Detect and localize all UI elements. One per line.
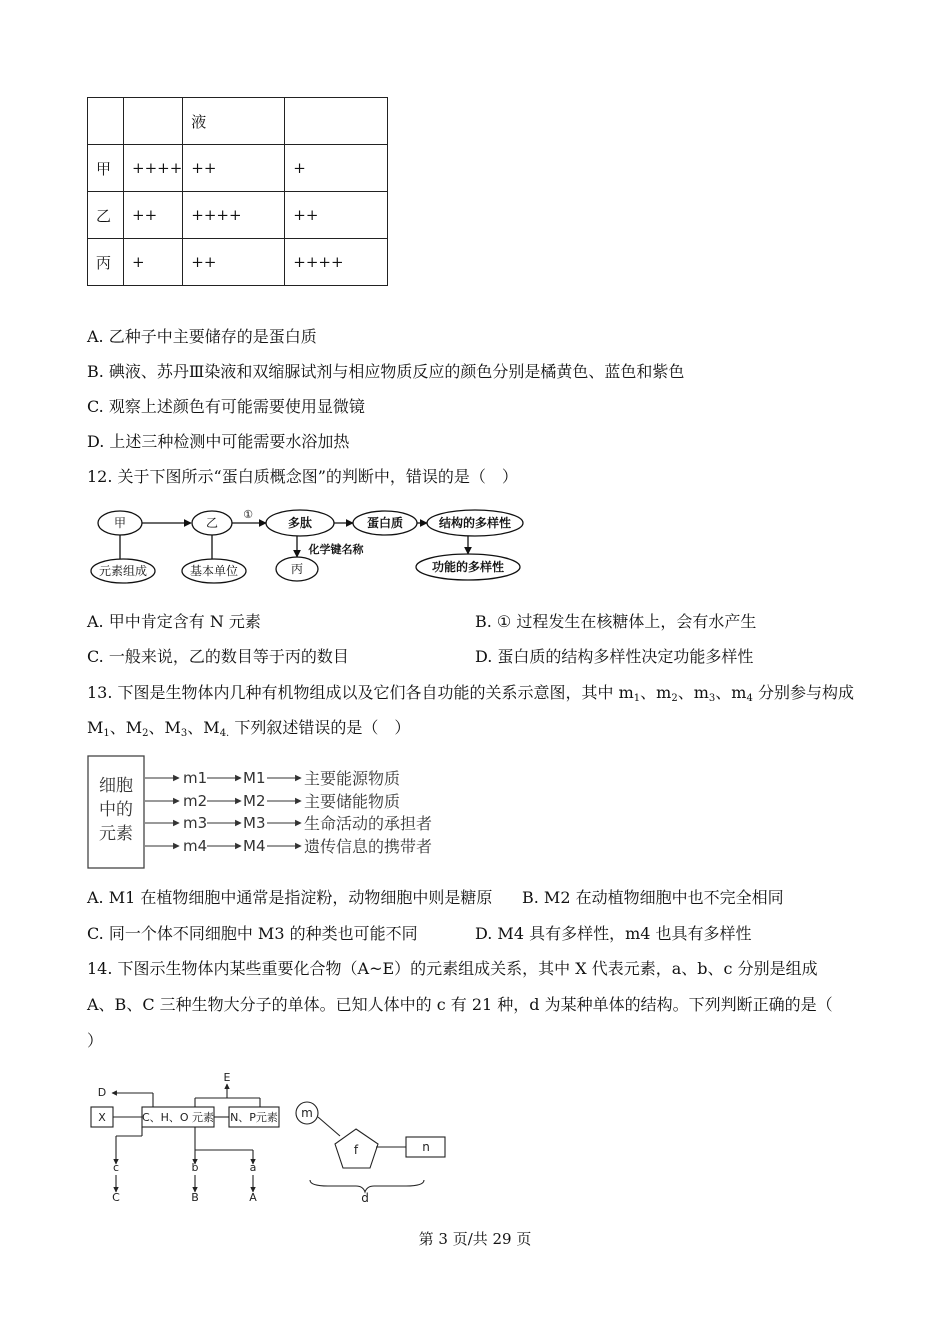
c-label: c: [112, 1161, 120, 1174]
table-cell: [88, 98, 124, 145]
np-label: N、P元素: [230, 1111, 278, 1124]
table-cell: ++: [124, 192, 183, 239]
M4-label: M4: [243, 837, 266, 855]
jia-label: 甲: [113, 516, 127, 530]
m3-label: m3: [183, 814, 208, 832]
m-label: m: [301, 1106, 313, 1120]
table-cell: 乙: [88, 192, 124, 239]
table-row: [88, 145, 388, 192]
func-2-label: 主要储能物质: [304, 792, 401, 811]
element-composition-diagram: [88, 1070, 458, 1210]
q14-stem-line3: ）: [87, 1031, 104, 1050]
protein-concept-diagram: [90, 505, 530, 587]
table-cell: ++: [183, 145, 285, 192]
d-label: d: [361, 1191, 369, 1205]
X-label: X: [98, 1111, 106, 1124]
table-cell: +: [124, 239, 183, 286]
q12-option-c: C. 一般来说，乙的数目等于丙的数目: [87, 647, 349, 666]
table-cell: ++++: [183, 192, 285, 239]
f-label: f: [353, 1143, 359, 1157]
a-label: a: [249, 1161, 257, 1174]
q13-stem-suffix: 下列叙述错误的是（ ）: [229, 718, 411, 737]
q13-stem-line1: 13. 下图是生物体内几种有机物组成以及它们各自功能的关系示意图，其中 $m_1$、$m_2$、$m_3$、$m_4$ 分别参与构成: [87, 683, 854, 704]
q13-option-d: D. M4 具有多样性，m4 也具有多样性: [475, 924, 752, 943]
table-cell: 液: [183, 98, 285, 145]
table-row: [88, 98, 388, 145]
table-cell: 丙: [88, 239, 124, 286]
func-3-label: 生命活动的承担者: [304, 814, 433, 833]
table-cell: ++: [285, 192, 388, 239]
function-label: 功能的多样性: [431, 560, 505, 574]
M3-label: M3: [243, 814, 266, 832]
m-f-bond: [318, 1117, 340, 1136]
table-cell: ++: [183, 239, 285, 286]
q14-stem-line1: 14. 下图示生物体内某些重要化合物（A~E）的元素组成关系，其中 X 代表元素，a、b、c 分别是组成: [87, 959, 818, 978]
box-line-1: 细胞: [99, 776, 133, 796]
protein-label: 蛋白质: [366, 516, 404, 530]
C-label: C: [112, 1191, 120, 1204]
M1-label: M1: [243, 769, 266, 787]
page-footer: 第 3 页/共 29 页: [418, 1230, 532, 1248]
B-label: B: [191, 1191, 199, 1204]
bond-label: 化学键名称: [308, 543, 364, 556]
peptide-label: 多肽: [287, 516, 313, 530]
table-cell: [285, 98, 388, 145]
table-cell: [124, 98, 183, 145]
n-label: n: [422, 1140, 430, 1154]
m4-label: m4: [183, 837, 208, 855]
q12-stem: 12. 关于下图所示“蛋白质概念图”的判断中，错误的是（ ）: [87, 467, 518, 486]
table-row: [88, 192, 388, 239]
table-row: [88, 239, 388, 286]
table-cell: 甲: [88, 145, 124, 192]
b-label: b: [191, 1161, 199, 1174]
q11-option-d: D. 上述三种检测中可能需要水浴加热: [87, 432, 350, 451]
q13-stem-text: 13. 下图是生物体内几种有机物组成以及它们各自功能的关系示意图，其中 m: [87, 683, 634, 702]
yi-label: 乙: [205, 516, 219, 530]
q11-option-b: B. 碘液、苏丹Ⅲ染液和双缩脲试剂与相应物质反应的颜色分别是橘黄色、蓝色和紫色: [87, 362, 685, 381]
q13-option-b: B. M2 在动植物细胞中也不完全相同: [522, 888, 784, 907]
table-cell: ++++: [124, 145, 183, 192]
m1-label: m1: [183, 769, 208, 787]
M2-label: M2: [243, 792, 266, 810]
m2-label: m2: [183, 792, 208, 810]
step-label: ①: [243, 508, 253, 521]
func-1-label: 主要能源物质: [304, 769, 401, 788]
q11-option-c: C. 观察上述颜色有可能需要使用显微镜: [87, 397, 365, 416]
table-cell: +: [285, 145, 388, 192]
q11-option-a: A. 乙种子中主要储存的是蛋白质: [87, 327, 317, 346]
q12-option-a: A. 甲中肯定含有 N 元素: [87, 612, 261, 631]
q14-stem-line2: A、B、C 三种生物大分子的单体。已知人体中的 c 有 21 种，d 为某种单体的结构。下列判断正确的是（: [87, 995, 833, 1014]
bing-label: 丙: [290, 562, 304, 576]
table-cell: ++++: [285, 239, 388, 286]
box-line-2: 中的: [99, 800, 133, 820]
q13-option-c: C. 同一个体不同细胞中 M3 的种类也可能不同: [87, 924, 418, 943]
q13-option-a: A. M1 在植物细胞中通常是指淀粉，动物细胞中则是糖原: [87, 888, 493, 907]
q12-option-b: B. ① 过程发生在核糖体上，会有水产生: [475, 612, 757, 631]
box-line-3: 元素: [99, 824, 133, 844]
organic-compounds-diagram: [87, 755, 447, 870]
q13-stem-line2: $M_1$、$M_2$、$M_3$、$M_{4.}$ 下列叙述错误的是（ ）: [87, 718, 411, 739]
E-label: E: [223, 1071, 231, 1084]
A-label: A: [249, 1191, 257, 1204]
func-4-label: 遗传信息的携带者: [304, 837, 433, 856]
structure-label: 结构的多样性: [438, 516, 512, 530]
elements-label: 元素组成: [98, 564, 148, 578]
unit-label: 基本单位: [189, 564, 239, 578]
reagent-table: [87, 97, 388, 286]
chno-label: C、H、O 元素: [141, 1111, 215, 1124]
q12-option-d: D. 蛋白质的结构多样性决定功能多样性: [475, 647, 754, 666]
D-label: D: [97, 1086, 107, 1099]
